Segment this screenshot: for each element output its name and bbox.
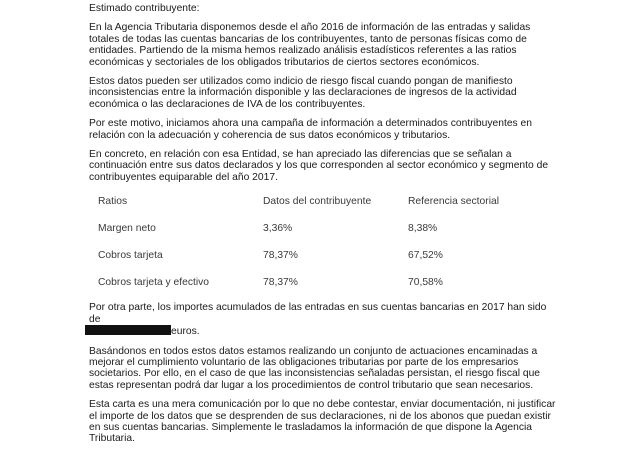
euros-suffix: euros. <box>171 326 200 338</box>
paragraph-no-reply: Esta carta es una mera comunicación por lo que no debe contestar, enviar documentación, ni justificar el importe de los datos que se desprenden de sus declaraciones, ni de los abonos que puedan existir en sus cuentas bancarias. Simplemente le trasladamos la información de que dispone la Agencia Tributaria. <box>89 399 556 445</box>
sector-value: 70,58% <box>408 277 443 289</box>
paragraph-bank-data: En la Agencia Tributaria disponemos desde el año 2016 de información de las entradas y salidas totales de todas las cuentas bancarias de los contribuyentes, tanto de personas físicas como de entidades. Partiendo de la misma hemos realizado análisis estadísticos referentes a las ratios económicas y sectoriales de los obligados tributarios de ciertos sectores económicos. <box>89 22 531 68</box>
paragraph-fiscal-risk: Estos datos pueden ser utilizados como indicio de riesgo fiscal cuando pongan de manifiesto inconsistencias entre la información disponible y las declaraciones de ingresos de la actividad económica o las declaraciones de IVA de los contribuyentes. <box>89 76 517 110</box>
letter-body <box>89 3 559 453</box>
header-ratios: Ratios <box>98 195 128 207</box>
paragraph-bank-totals <box>89 302 559 337</box>
bank-totals-line-2 <box>89 325 559 337</box>
closing-section <box>89 302 559 444</box>
sector-value: 8,38% <box>408 223 438 235</box>
header-taxpayer-data: Datos del contribuyente <box>263 195 372 207</box>
paragraph-differences: En concreto, en relación con esa Entidad, se han apreciado las diferencias que se señalan a continuación entre sus datos declarados y los que corresponden al sector económico y segmento de contribuyentes equiparable del año 2017. <box>89 149 549 183</box>
sector-value: 67,52% <box>408 250 443 262</box>
ratio-name: Margen neto <box>98 223 156 235</box>
taxpayer-value: 78,37% <box>263 250 298 262</box>
greeting: Estimado contribuyente: <box>89 3 200 14</box>
ratio-name: Cobros tarjeta y efectivo <box>98 277 210 289</box>
table-row <box>89 215 539 242</box>
bank-totals-line-1: Por otra parte, los importes acumulados de las entradas en sus cuentas bancarias en 2017 han sido de <box>89 302 547 325</box>
ratios-table <box>89 190 539 296</box>
header-sector-reference: Referencia sectorial <box>408 195 499 207</box>
paragraph-campaign: Por este motivo, iniciamos ahora una campaña de información a determinados contribuyentes en relación con la adecuación y coherencia de sus datos económicos y tributarios. <box>89 118 533 141</box>
ratio-name: Cobros tarjeta <box>98 250 163 262</box>
table-row <box>89 242 539 269</box>
taxpayer-value: 78,37% <box>263 277 298 289</box>
taxpayer-value: 3,36% <box>263 223 293 235</box>
table-row <box>89 269 539 296</box>
ratios-table-header <box>89 190 539 212</box>
paragraph-actions: Basándonos en todos estos datos estamos realizando un conjunto de actuaciones encaminadas a mejorar el cumplimiento voluntario de las obligaciones tributarias por parte de los empresarios societarios. Por ello, en el caso de que las inconsistencias señaladas persistan, el riesgo fiscal que estas representan podrá dar lugar a los procedimientos de control tributario que sean necesarios. <box>89 345 541 391</box>
redacted-amount <box>85 325 171 335</box>
